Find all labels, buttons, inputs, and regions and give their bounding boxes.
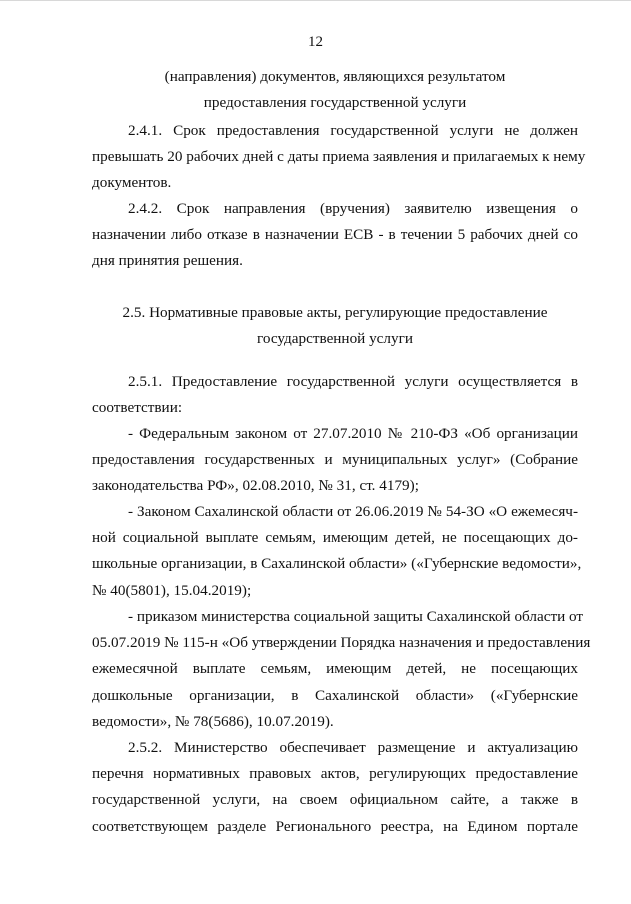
paragraph-line: документов.	[92, 174, 172, 192]
paragraph-line: ведомости», № 78(5686), 10.07.2019).	[92, 712, 334, 730]
paragraph-line: государственной услуги, на своем официальном сайте, а также в	[92, 791, 578, 809]
paragraph-line: законодательства РФ», 02.08.2010, № 31, ст. 4179);	[92, 477, 419, 495]
paragraph-line: предоставления государственных и муниципальных услуг» (Собрание	[92, 451, 578, 469]
paragraph-line: 2.4.2. Срок направления (вручения) заявителю извещения о	[128, 200, 578, 217]
paragraph-2-5-2	[92, 735, 578, 840]
paragraph-2-5-1	[92, 369, 578, 421]
paragraph-line: 2.4.1. Срок предоставления государственной услуги не должен	[128, 122, 578, 139]
paragraph-line: соответствии:	[92, 399, 183, 417]
scan-edge-line	[0, 0, 631, 1]
law-item-federal-210fz	[92, 421, 578, 500]
law-item-order-115n	[92, 604, 591, 735]
paragraph-line: дошкольные организации, в Сахалинской области» («Губернские	[92, 686, 578, 704]
paragraph-line: ежемесячной выплате семьям, имеющим детей, не посещающих	[92, 660, 578, 678]
paragraph-line: 2.5.1. Предоставление государственной услуги осуществляется в	[128, 373, 578, 390]
law-item-sakhalin-54zo	[92, 499, 582, 604]
heading-line: 2.5. Нормативные правовые акты, регулирующие предоставление	[122, 304, 548, 321]
paragraph-line: перечня нормативных правовых актов, регулирующих предоставление	[92, 765, 578, 783]
paragraph-line: дня принятия решения.	[92, 252, 243, 270]
paragraph-line: 2.5.2. Министерство обеспечивает размещение и актуализацию	[128, 739, 578, 756]
paragraph-line: 05.07.2019 № 115-н «Об утверждении Порядка назначения и предоставления	[92, 634, 591, 652]
paragraph-line: - приказом министерства социальной защиты Сахалинской области от	[128, 608, 584, 625]
paragraph-line: назначении либо отказе в назначении ЕСВ - в течении 5 рабочих дней со	[92, 226, 578, 244]
paragraph-line: превышать 20 рабочих дней с даты приема заявления и прилагаемых к нему	[92, 148, 586, 166]
paragraph-line: № 40(5801), 15.04.2019);	[92, 581, 252, 599]
section-heading-continued	[92, 64, 578, 116]
paragraph-line: школьные организации, в Сахалинской области» («Губернские ведомости»,	[92, 555, 582, 573]
page-number: 12	[308, 34, 323, 50]
paragraph-line: ной социальной выплате семьям, имеющим детей, не посещающих до-	[92, 529, 578, 547]
heading-line: (направления) документов, являющихся результатом	[164, 68, 506, 85]
paragraph-line: соответствующем разделе Регионального реестра, на Едином портале	[92, 817, 578, 835]
paragraph-2-4-1	[92, 118, 586, 197]
heading-line: предоставления государственной услуги	[203, 94, 467, 112]
heading-line: государственной услуги	[257, 330, 413, 348]
paragraph-line: - Законом Сахалинской области от 26.06.2019 № 54-ЗО «О ежемесяч-	[128, 503, 578, 520]
paragraph-2-4-2	[92, 196, 578, 275]
paragraph-line: - Федеральным законом от 27.07.2010 № 210-ФЗ «Об организации	[128, 425, 578, 442]
section-heading-2-5	[92, 300, 578, 352]
